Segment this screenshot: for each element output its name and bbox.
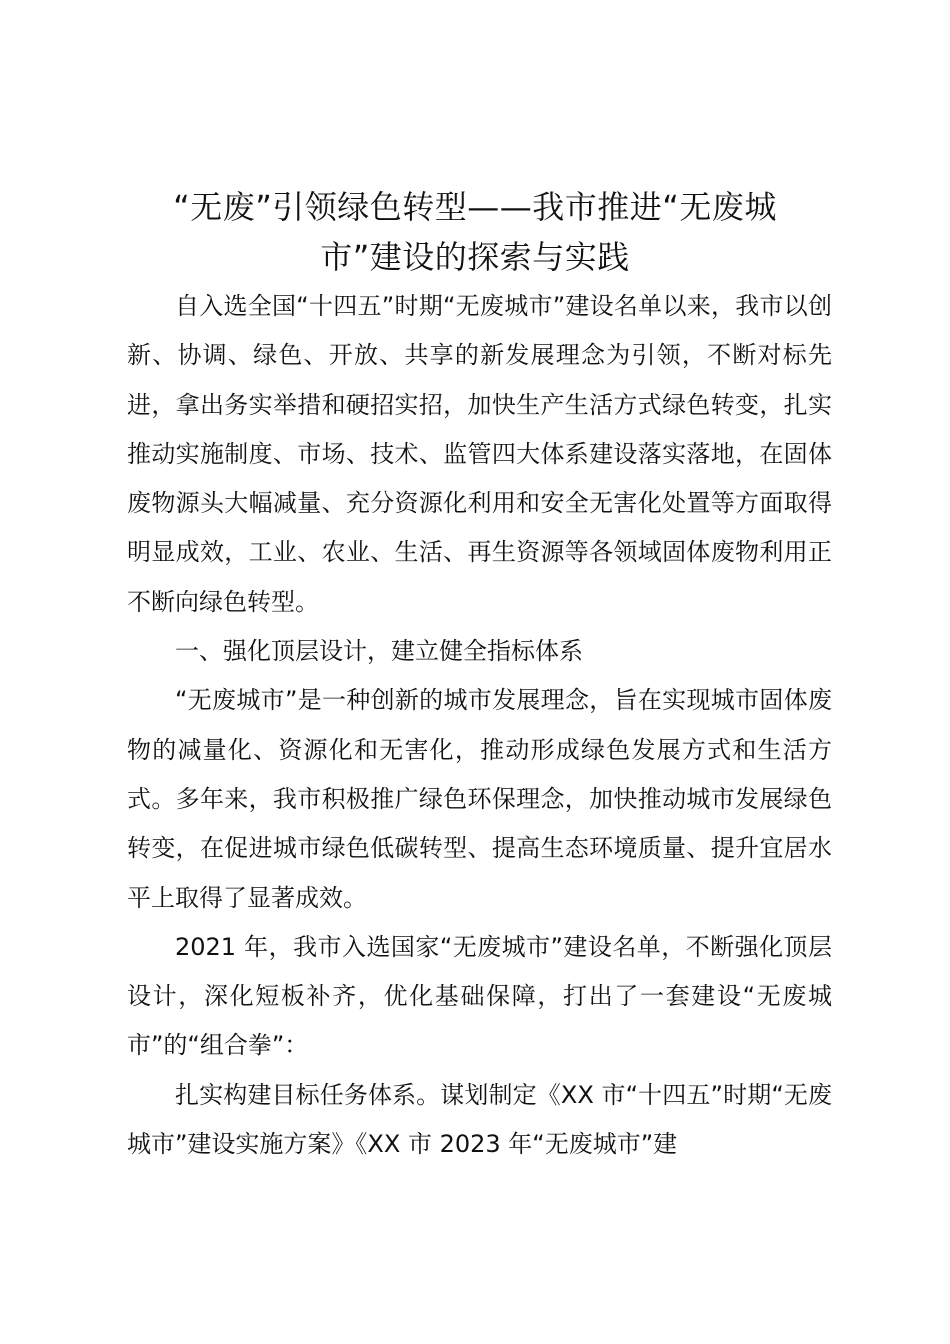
section-heading-1: 一、强化顶层设计，建立健全指标体系 bbox=[175, 637, 583, 666]
body-paragraph: “无废城市”是一种创新的城市发展理念，旨在实现城市固体废物的减量化、资源化和无害化，推动形成绿色发展方式和生活方式。多年来，我市积极推广绿色环保理念，加快推动城市发展绿色转变，在促进城市绿色低碳转型、提高生态环境质量、提升宜居水平上取得了显著成效。 bbox=[127, 686, 832, 912]
body-paragraph: 2021 年，我市入选国家“无废城市”建设名单，不断强化顶层设计，深化短板补齐，优化基础保障，打出了一套建设“无废城市”的“组合拳”： bbox=[127, 932, 832, 1060]
document-body bbox=[127, 282, 832, 1169]
title-line-1: “无废”引领绿色转型——我市推进“无废城 bbox=[173, 188, 777, 226]
title-line-2: 市”建设的探索与实践 bbox=[320, 238, 630, 276]
intro-paragraph: 自入选全国“十四五”时期“无废城市”建设名单以来，我市以创新、协调、绿色、开放、共享的新发展理念为引领，不断对标先进，拿出务实举措和硬招实招，加快生产生活方式绿色转变，扎实推动实施制度、市场、技术、监管四大体系建设落实落地，在固体废物源头大幅减量、充分资源化利用和安全无害化处置等方面取得明显成效，工业、农业、生活、再生资源等各领域固体废物利用正不断向绿色转型。 bbox=[127, 292, 832, 616]
document-title bbox=[110, 182, 840, 282]
body-paragraph: 扎实构建目标任务体系。谋划制定《XX 市“十四五”时期“无废城市”建设实施方案》《XX 市 2023 年“无废城市”建 bbox=[127, 1080, 832, 1159]
